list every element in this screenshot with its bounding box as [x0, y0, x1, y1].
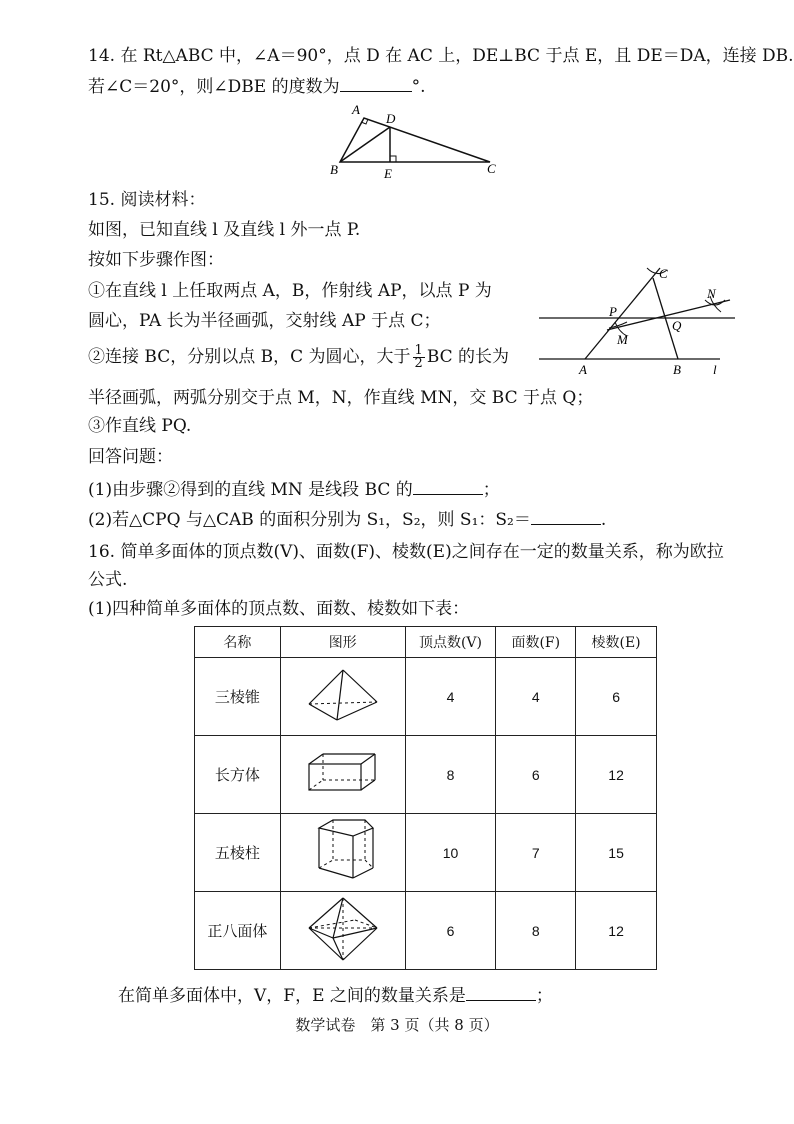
cuboid-figure — [280, 736, 405, 814]
q15-step2-a — [88, 345, 509, 370]
octahedron-figure — [280, 892, 405, 970]
row-name: 正八面体 — [195, 892, 281, 970]
q15-ans2-suffix: . — [600, 510, 607, 530]
label-e: E — [384, 166, 392, 180]
q15-ans1 — [88, 476, 500, 502]
label-n: N — [707, 286, 716, 301]
q15-step2-text-end: BC 的长为 — [426, 347, 510, 367]
label-a: A — [352, 102, 360, 117]
label-d: D — [386, 111, 396, 126]
table-row — [195, 736, 657, 814]
q15-ans2 — [88, 506, 606, 532]
table-row — [195, 658, 657, 736]
tetrahedron-figure — [280, 658, 405, 736]
cuboid-icon — [303, 748, 383, 798]
label-q: Q — [672, 318, 682, 333]
fraction-half — [413, 345, 425, 370]
row-vertices: 4 — [405, 658, 496, 736]
q15-ans1-suffix: ； — [482, 480, 500, 500]
label-c: C — [487, 161, 496, 176]
q15-title: 15. 阅读材料： — [88, 190, 206, 210]
label-m: M — [617, 332, 628, 347]
row-name: 五棱柱 — [195, 814, 281, 892]
row-faces: 7 — [496, 814, 576, 892]
triangular-pyramid-icon — [303, 664, 383, 726]
row-edges: 15 — [576, 814, 657, 892]
q15-ans2-blank[interactable] — [531, 506, 601, 525]
q15-step3: ③作直线 PQ. — [88, 416, 192, 436]
label-l: l — [713, 362, 717, 377]
table-header-row — [195, 627, 657, 658]
header-name: 名称 — [195, 627, 281, 658]
q14-degree-suffix: °. — [411, 77, 426, 97]
q16-relation-suffix: ； — [535, 986, 553, 1006]
label-a: A — [579, 362, 587, 377]
header-edges: 棱数(E) — [576, 627, 657, 658]
octahedron-icon — [303, 894, 383, 964]
q16-relation-blank[interactable] — [466, 982, 536, 1001]
row-vertices: 8 — [405, 736, 496, 814]
row-faces: 8 — [496, 892, 576, 970]
label-c: C — [659, 266, 668, 281]
q15-ans1-question: (1)由步骤②得到的直线 MN 是线段 BC 的 — [88, 480, 413, 500]
header-shape: 图形 — [280, 627, 405, 658]
q15-answer-title: 回答问题： — [88, 447, 173, 467]
q16-relation — [118, 982, 553, 1008]
row-name: 长方体 — [195, 736, 281, 814]
fraction-numerator: 1 — [414, 343, 423, 358]
q15-step2-text: ②连接 BC，分别以点 B，C 为圆心，大于 — [88, 347, 411, 367]
pentagonal-prism-figure — [280, 814, 405, 892]
polyhedra-table — [194, 626, 657, 970]
q14-question: 若∠C＝20°，则∠DBE 的度数为 — [88, 77, 340, 97]
q15-step1-b: 圆心，PA 长为半径画弧，交射线 AP 于点 C； — [88, 311, 441, 331]
header-vertices: 顶点数(V) — [405, 627, 496, 658]
pentagonal-prism-icon — [303, 816, 383, 886]
q15-intro: 如图，已知直线 l 及直线 l 外一点 P. — [88, 220, 361, 240]
q15-step1-a: ①在直线 l 上任取两点 A，B，作射线 AP，以点 P 为 — [88, 281, 492, 301]
segment-db — [340, 127, 390, 162]
fraction-denominator: 2 — [414, 356, 423, 371]
q14-text-line1: 14. 在 Rt△ABC 中，∠A＝90°，点 D 在 AC 上，DE⊥BC 于点 E，且 DE＝DA，连接 DB. — [88, 46, 794, 66]
page-footer: 数学试卷 第 3 页（共 8 页） — [295, 1016, 499, 1034]
q15-ans2-question: (2)若△CPQ 与△CAB 的面积分别为 S₁，S₂，则 S₁：S₂＝ — [88, 510, 531, 530]
label-b: B — [673, 362, 681, 377]
q16-line2: 公式. — [88, 570, 128, 590]
label-p: P — [609, 304, 617, 319]
label-b: B — [330, 162, 338, 177]
row-vertices: 6 — [405, 892, 496, 970]
row-edges: 6 — [576, 658, 657, 736]
q15-steps-intro: 按如下步骤作图： — [88, 250, 224, 270]
q16-line3: (1)四种简单多面体的顶点数、面数、棱数如下表： — [88, 599, 470, 619]
row-vertices: 10 — [405, 814, 496, 892]
row-faces: 4 — [496, 658, 576, 736]
q16-relation-question: 在简单多面体中，V，F，E 之间的数量关系是 — [118, 986, 466, 1006]
row-edges: 12 — [576, 736, 657, 814]
right-angle-e — [390, 156, 396, 162]
q15-step2-b: 半径画弧，两弧分别交于点 M，N，作直线 MN，交 BC 于点 Q； — [88, 388, 594, 408]
row-faces: 6 — [496, 736, 576, 814]
row-edges: 12 — [576, 892, 657, 970]
row-name: 三棱锥 — [195, 658, 281, 736]
q14-text-line2 — [88, 73, 425, 99]
q16-line1: 16. 简单多面体的顶点数(V)、面数(F)、棱数(E)之间存在一定的数量关系，称为欧拉 — [88, 542, 724, 562]
table-row — [195, 892, 657, 970]
table-row — [195, 814, 657, 892]
header-faces: 面数(F) — [496, 627, 576, 658]
q14-answer-blank[interactable] — [340, 73, 412, 92]
q14-figure — [320, 98, 510, 180]
q15-ans1-blank[interactable] — [413, 476, 483, 495]
q15-figure — [535, 260, 745, 380]
triangle-abc — [340, 118, 490, 162]
